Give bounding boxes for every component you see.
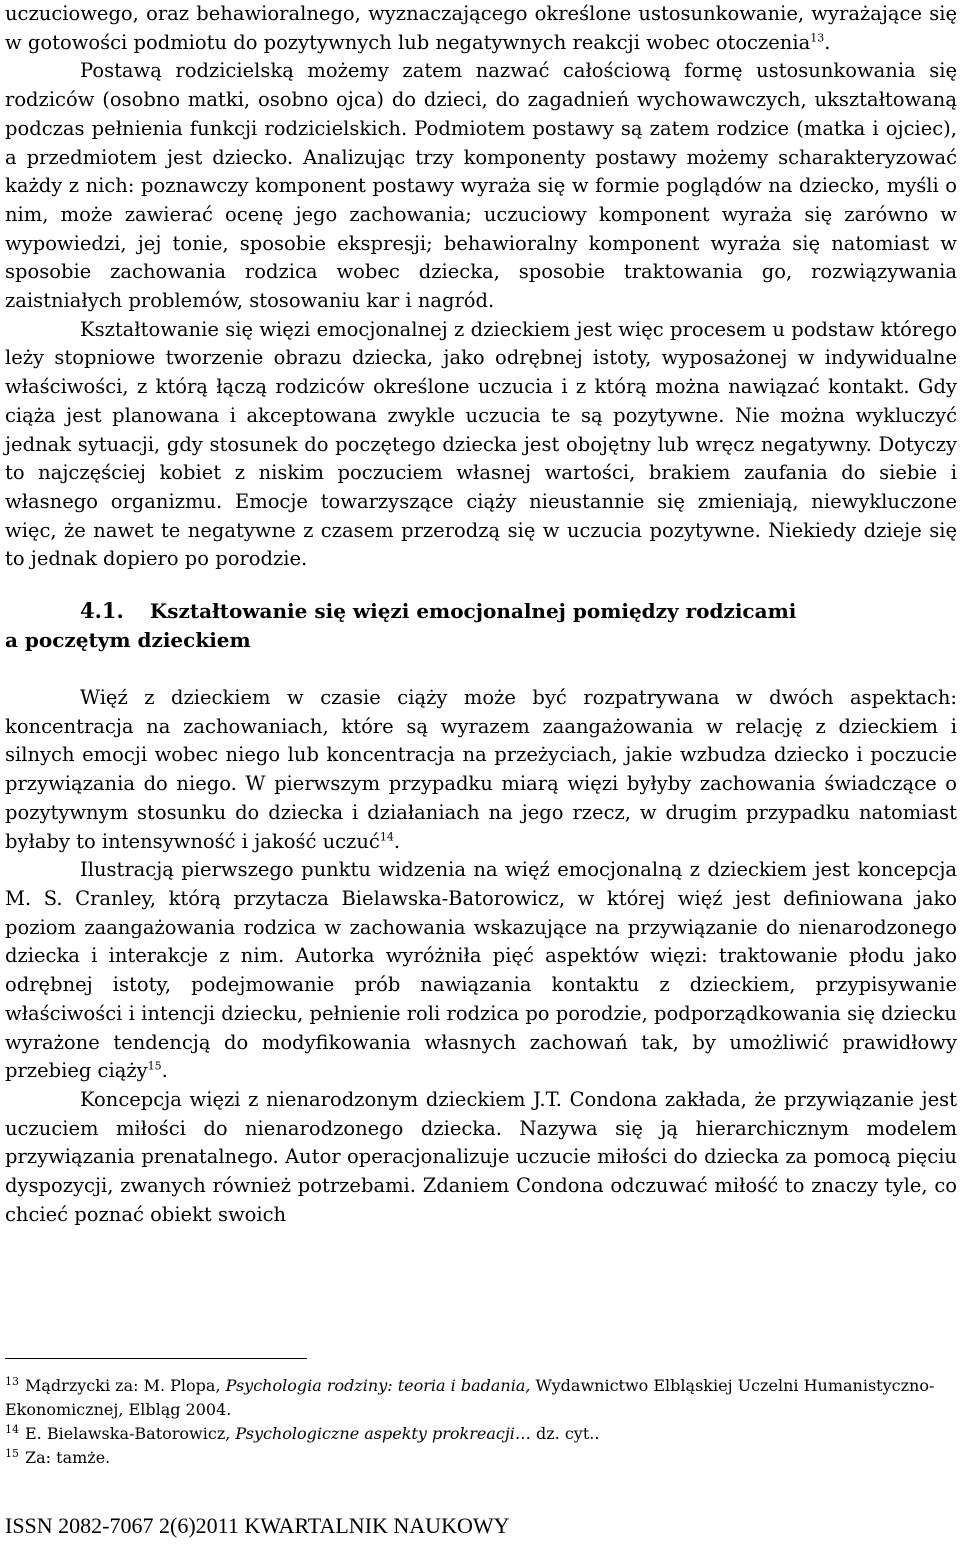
paragraph-condon: Koncepcja więzi z nienarodzonym dzieckiem J.T. Condona zakłada, że przywiązanie jest uczuciem miłości do nienarodzonego dziecka. Nazywa się ją hierarchicznym modelem przywiązania prenatalnego. Autor operacjonalizuje uczucie miłości do dziecka za pomocą pięciu dyspozycji, zwanych również potrzebami. Zdaniem Condona odczuwać miłość to znaczy tyle, co chcieć poznać obiekt swoich — [5, 1087, 957, 1226]
footnote-number: 14 — [5, 1422, 19, 1436]
footnote-divider — [5, 1358, 307, 1359]
section-heading-line1 — [5, 596, 957, 626]
paragraph-end: . — [824, 30, 831, 54]
section-number: 4.1. — [80, 598, 124, 624]
footnote-text: Mądrzycki za: M. Plopa, — [25, 1376, 226, 1395]
paragraph-cranley — [5, 856, 957, 1086]
paragraph-text: Ilustracją pierwszego punktu widzenia na więź emocjonalną z dzieckiem jest koncepcja M. S. Cranley, którą przytacza Bielawska-Batorowicz, w której więź jest definiowana jako poziom zaangażowania rodzica w zachowania wskazujące na przywiązanie do nienarodzonego dziecka i interakcje z nim. Autorka wyróżniła pięć aspektów więzi: traktowanie płodu jako odrębnej istoty, podejmowanie prób nawiązania kontaktu z dzieckiem, przypisywanie właściwości i intencji dziecku, pełnienie roli rodzica po porodzie, podporządkowania się dziecku wyrażone tendencją do modyfikowania własnych zachowań tak, by umożliwić prawidłowy przebieg ciąży — [5, 858, 957, 1083]
footnote-text: Za: tamże. — [25, 1448, 111, 1467]
footnote-title: Psychologiczne aspekty prokreacji… — [235, 1424, 531, 1443]
footnote-ref-13[interactable]: 13 — [810, 31, 825, 45]
footnote-14 — [5, 1422, 957, 1446]
section-title-line2: a poczętym dzieckiem — [5, 628, 251, 653]
page-footer: ISSN 2082-7067 2(6)2011 KWARTALNIK NAUKOWY — [5, 1513, 510, 1538]
footnote-text: E. Bielawska-Batorowicz, — [25, 1424, 236, 1443]
paragraph-end: . — [393, 829, 401, 853]
footnote-ref-15[interactable]: 15 — [147, 1059, 162, 1073]
footnote-15 — [5, 1446, 957, 1470]
section-heading — [5, 596, 957, 655]
footnote-text: Wydawnictwo Elbląskiej Uczelni Humanistyczno-Ekonomicznej, Elbląg 2004. — [5, 1376, 935, 1419]
paragraph-parental-attitude: Postawą rodzicielską możemy zatem nazwać całościową formę ustosunkowania się rodziców (osobno matki, osobno ojca) do dzieci, do zagadnień wychowawczych, ukształtowaną podczas pełnienia funkcji rodzicielskich. Podmiotem postawy są zatem rodzice (matka i ojciec), a przedmiotem jest dziecko. Analizując trzy komponenty postawy możemy scharakteryzować każdy z nich: poznawczy komponent postawy wyraża się w formie poglądów na dziecko, myśli o nim, może zawierać ocenę jego zachowania; uczuciowy komponent wyraża się zarówno w wypowiedzi, jej tonie, sposobie ekspresji; behawioralny komponent wyraża się natomiast w sposobie zachowania rodzica wobec dziecka, sposobie traktowania go, rozwiązywania zaistniałych problemów, stosowaniu kar i nagród. — [5, 59, 957, 313]
footnote-title: Psychologia rodziny: teoria i badania, — [225, 1376, 531, 1395]
footnote-text: dz. cyt.. — [530, 1424, 600, 1443]
paragraph-continuation — [5, 0, 957, 57]
footnote-number: 13 — [5, 1374, 19, 1388]
paragraph-text: uczuciowego, oraz behawioralnego, wyznaczającego określone ustosunkowanie, wyrażające się w gotowości podmiotu do pozytywnych lub negatywnych reakcji wobec otoczenia — [5, 2, 957, 54]
section-title-line1: Kształtowanie się więzi emocjonalnej pomiędzy rodzicami — [149, 599, 797, 624]
paragraph-text: Więź z dzieckiem w czasie ciąży może być rozpatrywana w dwóch aspektach: koncentracja na zachowaniach, które są wyrazem zaangażowania w relację z dzieckiem i silnych emocji wobec niego lub koncentracja na przeżyciach, jakie wzbudza dziecko i poczucie przywiązania do niego. W pierwszym przypadku miarą więzi byłyby zachowania świadczące o pozytywnym stosunku do dziecka i działaniach na jego rzecz, w drugim przypadku natomiast byłaby to intensywność i jakość uczuć — [5, 686, 957, 853]
footnotes — [5, 1374, 957, 1470]
footnote-13 — [5, 1374, 957, 1422]
paragraph-end: . — [161, 1059, 168, 1083]
document-page — [5, 0, 957, 1229]
footnote-number: 15 — [5, 1446, 19, 1460]
paragraph-emotional-bond: Kształtowanie się więzi emocjonalnej z dzieckiem jest więc procesem u podstaw którego leży stopniowe tworzenie obrazu dziecka, jako odrębnej istoty, wyposażonej w indywidualne właściwości, z którą łączą rodziców określone uczucia i z którą można nawiązać kontakt. Gdy ciąża jest planowana i akceptowana zwykle uczucia te są pozytywne. Nie można wykluczyć jednak sytuacji, gdy stosunek do poczętego dziecka jest obojętny lub wręcz negatywny. Dotyczy to najczęściej kobiet z niskim poczuciem własnej wartości, brakiem zaufania do siebie i własnego organizmu. Emocje towarzyszące ciąży nieustannie się zmieniają, niewykluczone więc, że nawet te negatywne z czasem przerodzą się w uczucia pozytywne. Niekiedy dzieje się to jednak dopiero po porodzie. — [5, 317, 957, 571]
paragraph-bond-aspects — [5, 684, 957, 856]
footnote-ref-14[interactable]: 14 — [379, 830, 394, 844]
